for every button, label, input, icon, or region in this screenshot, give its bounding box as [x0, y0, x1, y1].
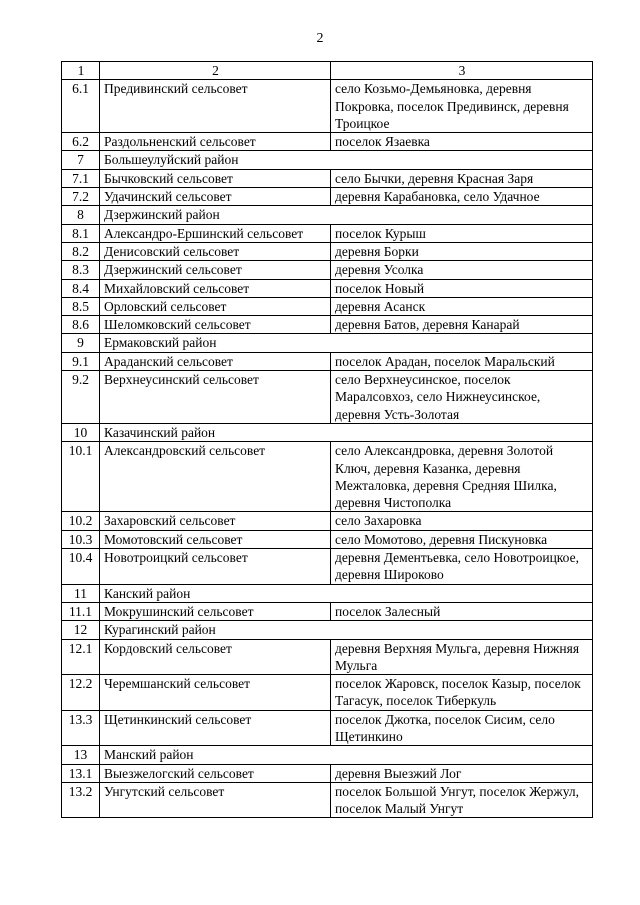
settlements-list: деревня Батов, деревня Канарай — [331, 316, 593, 334]
council-name: Верхнеусинский сельсовет — [100, 371, 331, 424]
district-name: Дзержинский район — [100, 206, 593, 224]
row-number: 8.3 — [62, 261, 100, 279]
table-row — [62, 169, 593, 187]
row-number: 9 — [62, 334, 100, 352]
row-number: 12 — [62, 621, 100, 639]
table-row — [62, 279, 593, 297]
settlements-list: село Козьмо-Демьяновка, деревня Покровка, поселок Предивинск, деревня Троицкое — [331, 80, 593, 133]
row-number: 8 — [62, 206, 100, 224]
council-name: Орловский сельсовет — [100, 297, 331, 315]
council-name: Унгутский сельсовет — [100, 782, 331, 818]
row-number: 7.1 — [62, 169, 100, 187]
row-number: 7 — [62, 151, 100, 169]
council-name: Раздольненский сельсовет — [100, 133, 331, 151]
row-number: 8.2 — [62, 242, 100, 260]
table-row — [62, 80, 593, 133]
district-name: Казачинский район — [100, 423, 593, 441]
settlements-list: село Верхнеусинское, поселок Маралсовхоз, село Нижнеусинское, деревня Усть-Золотая — [331, 371, 593, 424]
table-row — [62, 602, 593, 620]
column-header: 3 — [331, 62, 593, 80]
district-row — [62, 151, 593, 169]
council-name: Кордовский сельсовет — [100, 639, 331, 675]
row-number: 13.3 — [62, 710, 100, 746]
council-name: Денисовский сельсовет — [100, 242, 331, 260]
row-number: 12.1 — [62, 639, 100, 675]
row-number: 8.5 — [62, 297, 100, 315]
district-row — [62, 423, 593, 441]
settlements-list: деревня Выезжий Лог — [331, 764, 593, 782]
council-name: Захаровский сельсовет — [100, 512, 331, 530]
district-name: Ермаковский район — [100, 334, 593, 352]
row-number: 9.1 — [62, 352, 100, 370]
table-row — [62, 371, 593, 424]
council-name: Александровский сельсовет — [100, 442, 331, 512]
table-row — [62, 224, 593, 242]
settlements-list: поселок Курыш — [331, 224, 593, 242]
row-number: 10.4 — [62, 549, 100, 585]
table-row — [62, 297, 593, 315]
row-number: 10.1 — [62, 442, 100, 512]
row-number: 8.6 — [62, 316, 100, 334]
district-name: Манский район — [100, 746, 593, 764]
council-name: Момотовский сельсовет — [100, 530, 331, 548]
settlements-list: село Момотово, деревня Пискуновка — [331, 530, 593, 548]
district-name: Канский район — [100, 584, 593, 602]
council-name: Бычковский сельсовет — [100, 169, 331, 187]
settlements-table — [61, 61, 593, 818]
row-number: 11 — [62, 584, 100, 602]
council-name: Выезжелогский сельсовет — [100, 764, 331, 782]
council-name: Михайловский сельсовет — [100, 279, 331, 297]
table-row — [62, 782, 593, 818]
table-row — [62, 530, 593, 548]
column-header: 1 — [62, 62, 100, 80]
row-number: 13 — [62, 746, 100, 764]
council-name: Араданский сельсовет — [100, 352, 331, 370]
settlements-list: деревня Верхняя Мульга, деревня Нижняя Мульга — [331, 639, 593, 675]
row-number: 6.2 — [62, 133, 100, 151]
table-row — [62, 133, 593, 151]
district-row — [62, 584, 593, 602]
settlements-list: поселок Арадан, поселок Маральский — [331, 352, 593, 370]
table-row — [62, 316, 593, 334]
settlements-list: село Бычки, деревня Красная Заря — [331, 169, 593, 187]
row-number: 10.3 — [62, 530, 100, 548]
council-name: Мокрушинский сельсовет — [100, 602, 331, 620]
district-row — [62, 746, 593, 764]
settlements-list: поселок Язаевка — [331, 133, 593, 151]
settlements-list: поселок Залесный — [331, 602, 593, 620]
table-row — [62, 512, 593, 530]
settlements-list: поселок Новый — [331, 279, 593, 297]
row-number: 12.2 — [62, 675, 100, 711]
settlements-list: поселок Джотка, поселок Сисим, село Щетинкино — [331, 710, 593, 746]
settlements-list: село Александровка, деревня Золотой Ключ, деревня Казанка, деревня Межталовка, деревня Средняя Шилка, деревня Чистополка — [331, 442, 593, 512]
settlements-list: деревня Усолка — [331, 261, 593, 279]
table-row — [62, 675, 593, 711]
district-row — [62, 621, 593, 639]
row-number: 8.1 — [62, 224, 100, 242]
row-number: 7.2 — [62, 188, 100, 206]
page-number: 2 — [316, 31, 324, 46]
row-number: 10.2 — [62, 512, 100, 530]
table-header-row — [62, 62, 593, 80]
council-name: Новотроицкий сельсовет — [100, 549, 331, 585]
row-number: 13.1 — [62, 764, 100, 782]
row-number: 9.2 — [62, 371, 100, 424]
column-header: 2 — [100, 62, 331, 80]
row-number: 13.2 — [62, 782, 100, 818]
settlements-list: деревня Карабановка, село Удачное — [331, 188, 593, 206]
settlements-list: поселок Жаровск, поселок Казыр, поселок Тагасук, поселок Тиберкуль — [331, 675, 593, 711]
district-name: Курагинский район — [100, 621, 593, 639]
row-number: 11.1 — [62, 602, 100, 620]
table-row — [62, 261, 593, 279]
council-name: Шеломковский сельсовет — [100, 316, 331, 334]
settlements-list: деревня Борки — [331, 242, 593, 260]
settlements-list: поселок Большой Унгут, поселок Жержул, поселок Малый Унгут — [331, 782, 593, 818]
settlements-list: село Захаровка — [331, 512, 593, 530]
district-row — [62, 334, 593, 352]
council-name: Удачинский сельсовет — [100, 188, 331, 206]
council-name: Предивинский сельсовет — [100, 80, 331, 133]
council-name: Черемшанский сельсовет — [100, 675, 331, 711]
council-name: Щетинкинский сельсовет — [100, 710, 331, 746]
row-number: 10 — [62, 423, 100, 441]
table-row — [62, 764, 593, 782]
table-row — [62, 549, 593, 585]
table-row — [62, 710, 593, 746]
table-row — [62, 188, 593, 206]
council-name: Дзержинский сельсовет — [100, 261, 331, 279]
row-number: 8.4 — [62, 279, 100, 297]
district-name: Большеулуйский район — [100, 151, 593, 169]
settlements-list: деревня Асанск — [331, 297, 593, 315]
table-row — [62, 442, 593, 512]
table-row — [62, 639, 593, 675]
council-name: Александро-Ершинский сельсовет — [100, 224, 331, 242]
row-number: 6.1 — [62, 80, 100, 133]
settlements-list: деревня Дементьевка, село Новотроицкое, деревня Широково — [331, 549, 593, 585]
table-row — [62, 352, 593, 370]
district-row — [62, 206, 593, 224]
table-row — [62, 242, 593, 260]
